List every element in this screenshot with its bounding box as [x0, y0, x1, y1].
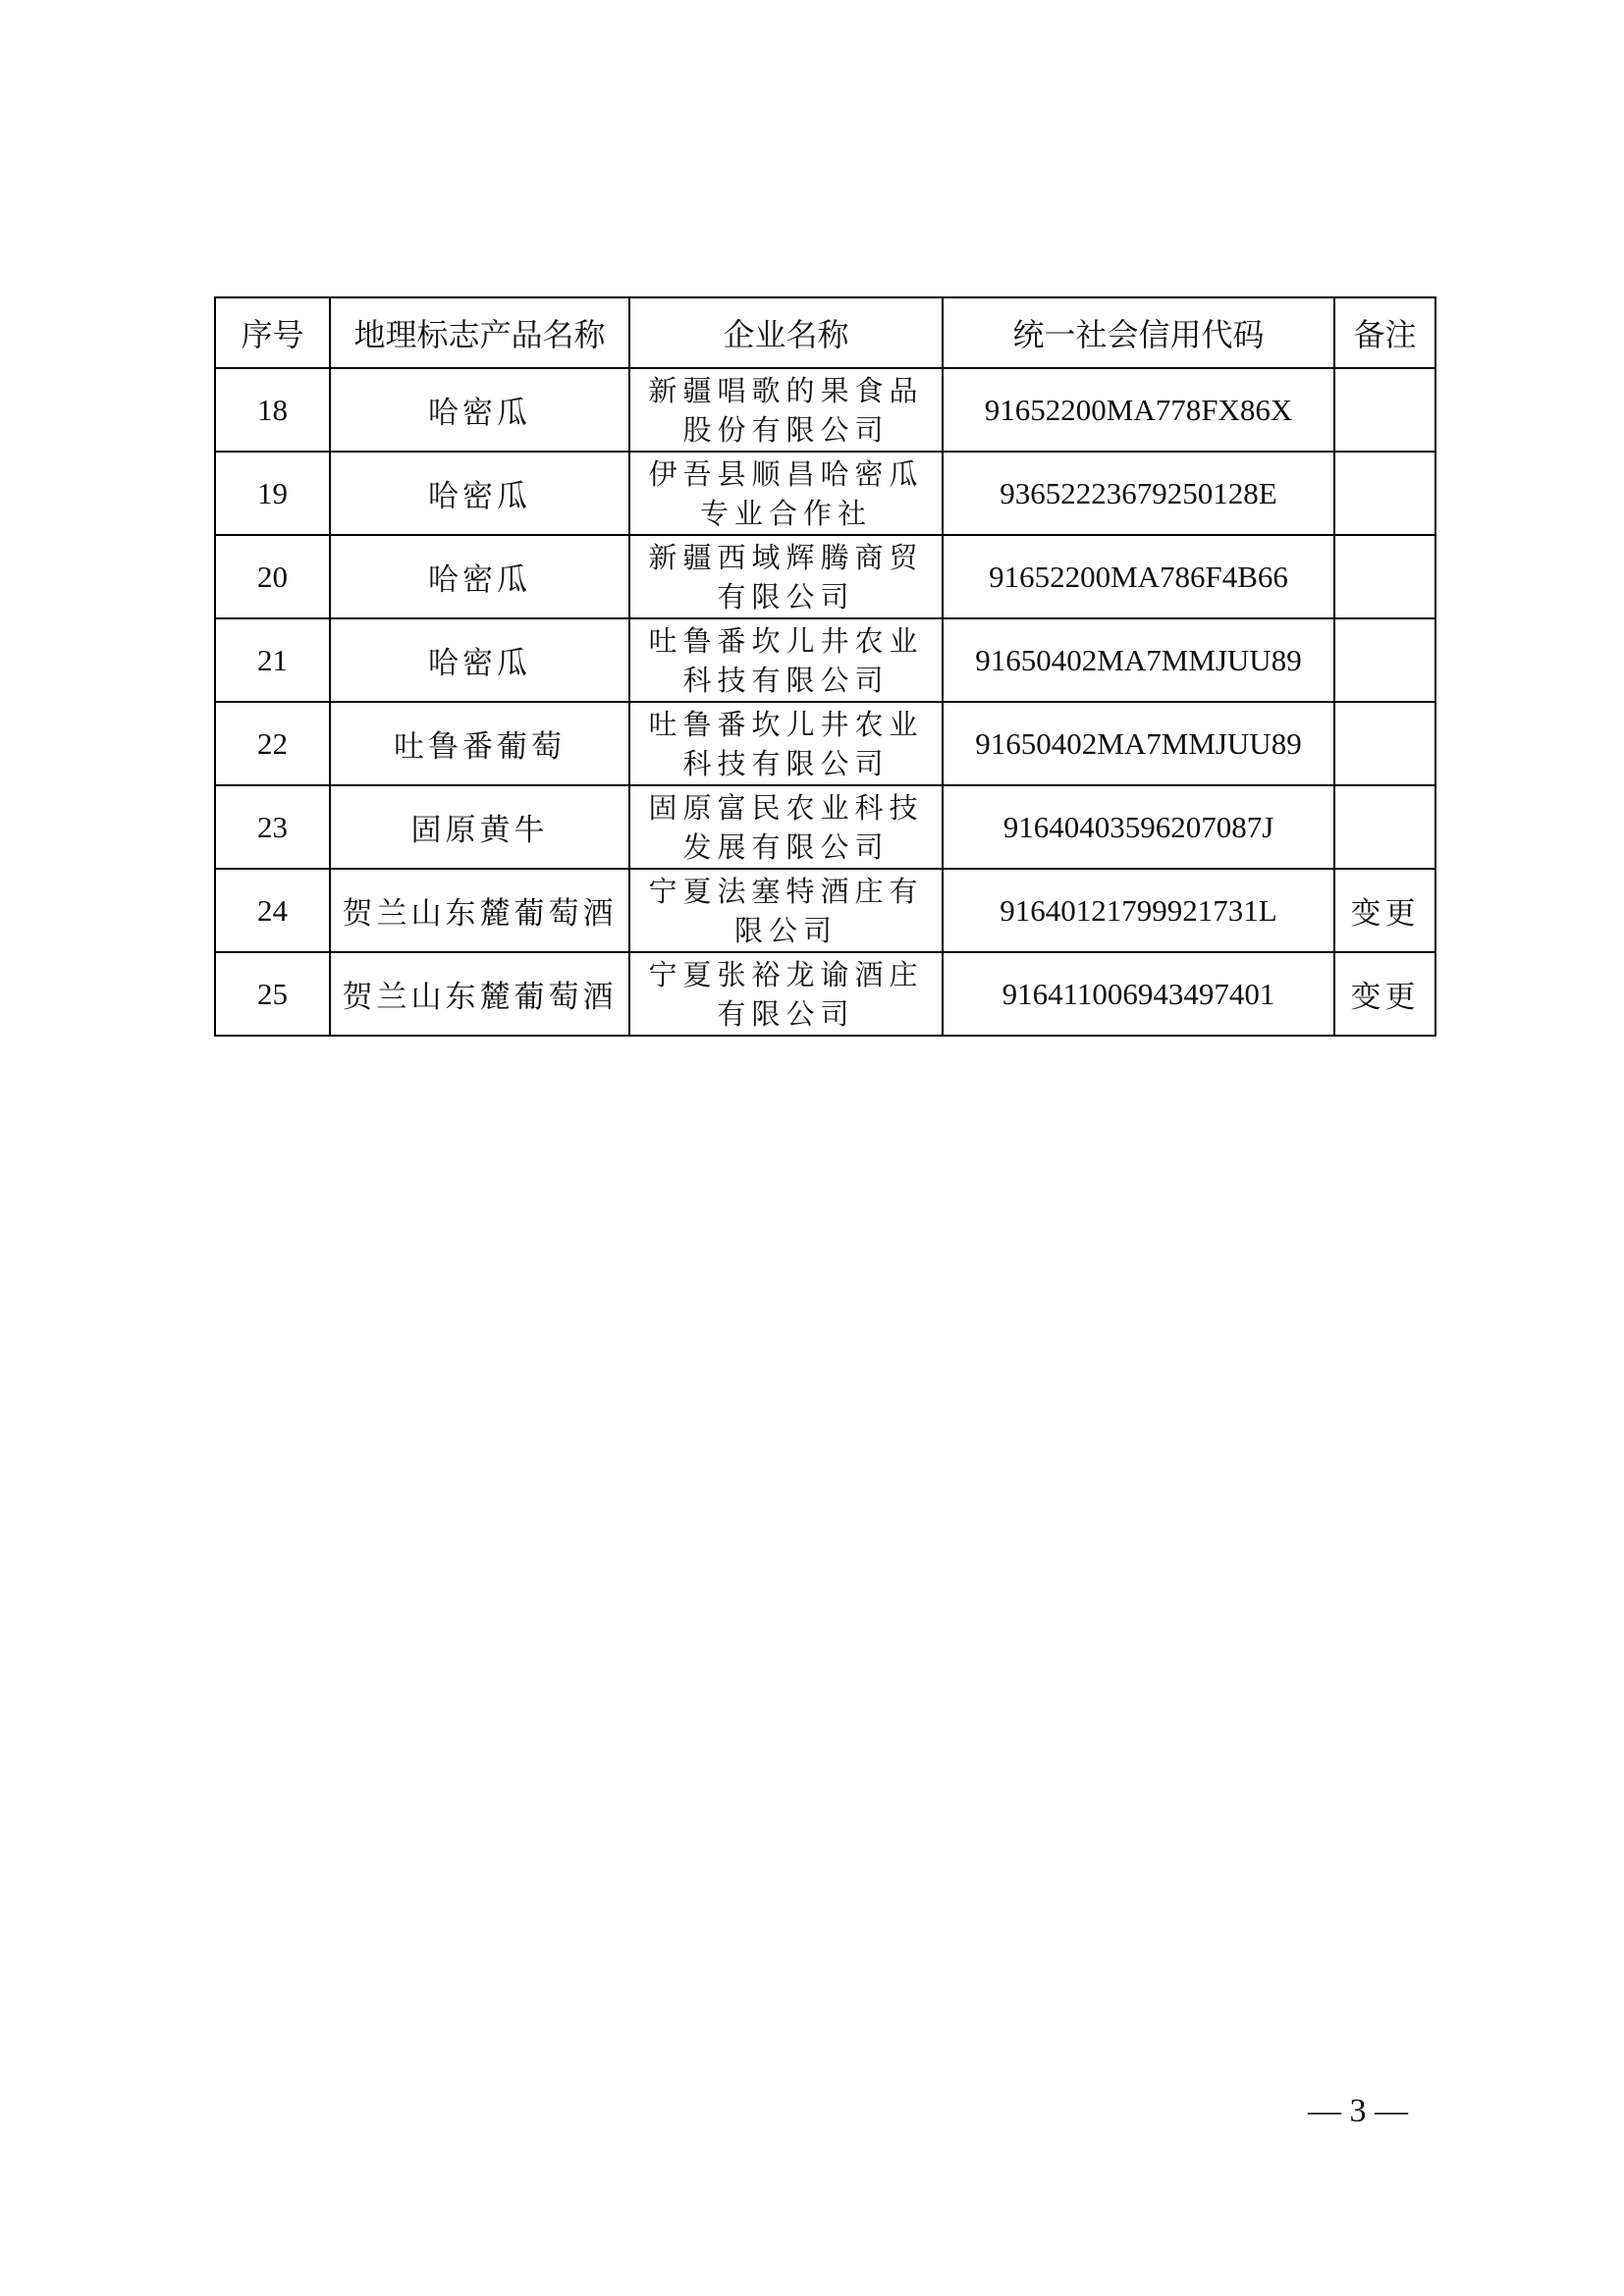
cell-note [1334, 368, 1435, 452]
cell-seq: 25 [215, 952, 330, 1036]
header-seq: 序号 [215, 297, 330, 368]
cell-company: 新疆唱歌的果食品股份有限公司 [629, 368, 943, 452]
enterprise-registry-table [214, 296, 1436, 1037]
cell-code: 91640121799921731L [943, 869, 1334, 952]
cell-product: 哈密瓜 [330, 618, 629, 702]
cell-note [1334, 535, 1435, 618]
cell-product: 固原黄牛 [330, 785, 629, 869]
cell-code: 91650402MA7MMJUU89 [943, 702, 1334, 785]
cell-seq: 18 [215, 368, 330, 452]
table-row [215, 452, 1435, 535]
cell-seq: 20 [215, 535, 330, 618]
cell-seq: 22 [215, 702, 330, 785]
table-row [215, 785, 1435, 869]
header-note: 备注 [1334, 297, 1435, 368]
table-row [215, 869, 1435, 952]
cell-code: 916411006943497401 [943, 952, 1334, 1036]
cell-code: 91652200MA786F4B66 [943, 535, 1334, 618]
cell-company: 吐鲁番坎儿井农业科技有限公司 [629, 702, 943, 785]
cell-product: 贺兰山东麓葡萄酒 [330, 869, 629, 952]
cell-code: 91650402MA7MMJUU89 [943, 618, 1334, 702]
header-product: 地理标志产品名称 [330, 297, 629, 368]
table-row [215, 535, 1435, 618]
header-company: 企业名称 [629, 297, 943, 368]
cell-company: 宁夏法塞特酒庄有限公司 [629, 869, 943, 952]
cell-note [1334, 618, 1435, 702]
cell-seq: 21 [215, 618, 330, 702]
cell-note: 变更 [1334, 869, 1435, 952]
cell-seq: 19 [215, 452, 330, 535]
cell-product: 贺兰山东麓葡萄酒 [330, 952, 629, 1036]
cell-company: 固原富民农业科技发展有限公司 [629, 785, 943, 869]
cell-product: 吐鲁番葡萄 [330, 702, 629, 785]
cell-note [1334, 452, 1435, 535]
table-row [215, 952, 1435, 1036]
header-code: 统一社会信用代码 [943, 297, 1334, 368]
table-header-row [215, 297, 1435, 368]
cell-note: 变更 [1334, 952, 1435, 1036]
cell-code: 91640403596207087J [943, 785, 1334, 869]
table-row [215, 702, 1435, 785]
cell-company: 新疆西域辉腾商贸有限公司 [629, 535, 943, 618]
cell-product: 哈密瓜 [330, 535, 629, 618]
cell-company: 伊吾县顺昌哈密瓜专业合作社 [629, 452, 943, 535]
cell-code: 93652223679250128E [943, 452, 1334, 535]
table-row [215, 618, 1435, 702]
cell-seq: 23 [215, 785, 330, 869]
cell-code: 91652200MA778FX86X [943, 368, 1334, 452]
cell-seq: 24 [215, 869, 330, 952]
cell-company: 吐鲁番坎儿井农业科技有限公司 [629, 618, 943, 702]
table-row [215, 368, 1435, 452]
cell-product: 哈密瓜 [330, 368, 629, 452]
page-number: — 3 — [1308, 2093, 1408, 2129]
cell-note [1334, 702, 1435, 785]
cell-note [1334, 785, 1435, 869]
cell-product: 哈密瓜 [330, 452, 629, 535]
cell-company: 宁夏张裕龙谕酒庄有限公司 [629, 952, 943, 1036]
